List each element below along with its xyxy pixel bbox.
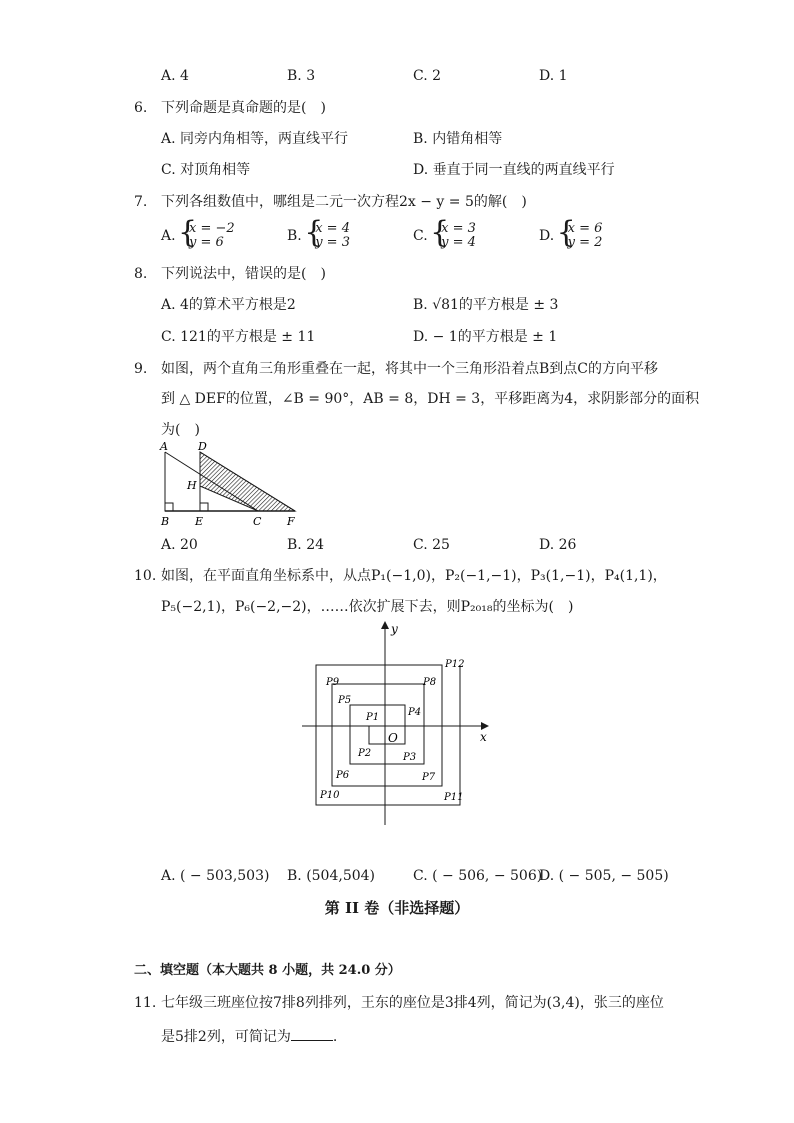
q7-option-b-system [306, 222, 350, 250]
q10-stem-line2: P₅(−2,1)，P₆(−2,−2)，……依次扩展下去，则P₂₀₁₈的坐标为( ) [161, 599, 574, 615]
q7-option-d-system [559, 222, 603, 250]
q9-option-c[interactable]: C. 25 [413, 537, 450, 553]
q7-option-a-letter: A. [161, 228, 176, 244]
q5-option-c[interactable]: C. 2 [413, 68, 442, 84]
q10-label-p4: P4 [408, 707, 422, 718]
q6-stem: 下列命题是真命题的是( ) [161, 100, 326, 116]
section-2-title: 二、填空题（本大题共 8 小题，共 24.0 分） [134, 963, 401, 978]
q10-label-p2: P2 [358, 748, 372, 759]
q10-option-a[interactable]: A. ( − 503,503) [161, 868, 270, 884]
q10-spiral-figure [280, 615, 500, 830]
q7-option-a-system [180, 222, 235, 250]
q7-option-b[interactable] [287, 222, 350, 250]
q9-triangle-figure [155, 440, 305, 530]
q9-stem-line3: 为( ) [161, 422, 200, 438]
q10-label-x: x [480, 730, 487, 744]
q5-option-d[interactable]: D. 1 [539, 68, 568, 84]
q11-number: 11. [134, 995, 157, 1011]
q7-b-eq1: x = 4 [315, 221, 350, 236]
q11-answer-blank[interactable] [291, 1026, 333, 1041]
q8-option-b[interactable]: B. √81的平方根是 ± 3 [413, 297, 559, 313]
q9-stem-line1: 如图，两个直角三角形重叠在一起，将其中一个三角形沿着点B到点C的方向平移 [161, 361, 658, 377]
q6-number: 6. [134, 100, 148, 116]
q7-c-eq1: x = 3 [441, 221, 476, 236]
q6-option-d[interactable]: D. 垂直于同一直线的两直线平行 [413, 162, 615, 178]
part-2-title: 第 II 卷（非选择题） [324, 899, 470, 917]
q10-label-p11: P11 [444, 792, 464, 803]
q10-y-arrow [381, 621, 389, 629]
q10-label-p12: P12 [445, 659, 465, 670]
q7-option-d-letter: D. [539, 228, 555, 244]
q5-option-a[interactable]: A. 4 [161, 68, 189, 84]
q9-label-e: E [195, 515, 204, 528]
q7-d-eq2: y = 2 [567, 235, 603, 250]
q9-option-a[interactable]: A. 20 [161, 537, 198, 553]
q10-label-p3: P3 [403, 752, 417, 763]
q10-option-d[interactable]: D. ( − 505, − 505) [539, 868, 669, 884]
q6-option-b[interactable]: B. 内错角相等 [413, 131, 503, 147]
q7-number: 7. [134, 194, 148, 210]
q7-c-eq2: y = 4 [441, 235, 476, 250]
q10-label-p8: P8 [423, 677, 437, 688]
q10-stem-line1: 如图，在平面直角坐标系中，从点P₁(−1,0)，P₂(−1,−1)，P₃(1,−1)，P₄(1,1)， [161, 568, 667, 584]
q10-label-p6: P6 [336, 770, 350, 781]
q11-stem-line1: 七年级三班座位按7排8列排列，王东的座位是3排4列，简记为(3,4)，张三的座位 [161, 995, 664, 1011]
q7-option-c-letter: C. [413, 228, 428, 244]
q10-number: 10. [134, 568, 157, 584]
q10-label-y: y [391, 622, 398, 636]
q7-option-c-system [432, 222, 476, 250]
q9-label-a: A [160, 440, 168, 453]
q9-option-d[interactable]: D. 26 [539, 537, 577, 553]
q8-option-a[interactable]: A. 4的算术平方根是2 [161, 297, 296, 313]
q9-stem-line2: 到 △ DEF的位置，∠B = 90°，AB = 8，DH = 3，平移距离为4，求阴影部分的面积 [161, 391, 700, 407]
q9-right-angle-b [165, 503, 173, 511]
q10-option-c[interactable]: C. ( − 506, − 506) [413, 868, 543, 884]
q10-label-p10: P10 [320, 790, 340, 801]
q10-label-p5: P5 [338, 695, 352, 706]
q8-stem: 下列说法中，错误的是( ) [161, 266, 326, 282]
q9-label-c: C [253, 515, 262, 528]
q7-d-eq1: x = 6 [567, 221, 603, 236]
q9-label-h: H [187, 479, 197, 492]
q9-label-b: B [161, 515, 170, 528]
q8-option-c[interactable]: C. 121的平方根是 ± 11 [161, 329, 316, 345]
q9-number: 9. [134, 361, 148, 377]
q10-label-p9: P9 [326, 677, 340, 688]
q10-label-o: O [388, 731, 398, 745]
q9-label-f: F [287, 515, 295, 528]
q7-option-a[interactable] [161, 222, 235, 250]
q11-end: . [332, 1029, 338, 1045]
q10-x-arrow [481, 722, 489, 730]
q8-option-d[interactable]: D. − 1的平方根是 ± 1 [413, 329, 558, 345]
q7-a-eq1: x = −2 [189, 221, 235, 236]
q9-right-angle-e [200, 503, 208, 511]
q6-option-c[interactable]: C. 对顶角相等 [161, 162, 251, 178]
q7-option-d[interactable] [539, 222, 602, 250]
q9-option-b[interactable]: B. 24 [287, 537, 325, 553]
q8-number: 8. [134, 266, 148, 282]
q9-label-d: D [198, 440, 207, 453]
q10-label-p7: P7 [422, 772, 436, 783]
q11-stem-line2: 是5排2列，可简记为 [161, 1029, 291, 1045]
q10-label-p1: P1 [366, 712, 380, 723]
q7-stem: 下列各组数值中，哪组是二元一次方程2x − y = 5的解( ) [161, 194, 527, 210]
q7-b-eq2: y = 3 [315, 235, 350, 250]
q11-stem-line2-wrap [161, 1026, 337, 1046]
q7-option-b-letter: B. [287, 228, 302, 244]
q10-option-b[interactable]: B. (504,504) [287, 868, 376, 884]
q7-a-eq2: y = 6 [189, 235, 224, 250]
q5-option-b[interactable]: B. 3 [287, 68, 316, 84]
q7-option-c[interactable] [413, 222, 476, 250]
q6-option-a[interactable]: A. 同旁内角相等，两直线平行 [161, 131, 349, 147]
